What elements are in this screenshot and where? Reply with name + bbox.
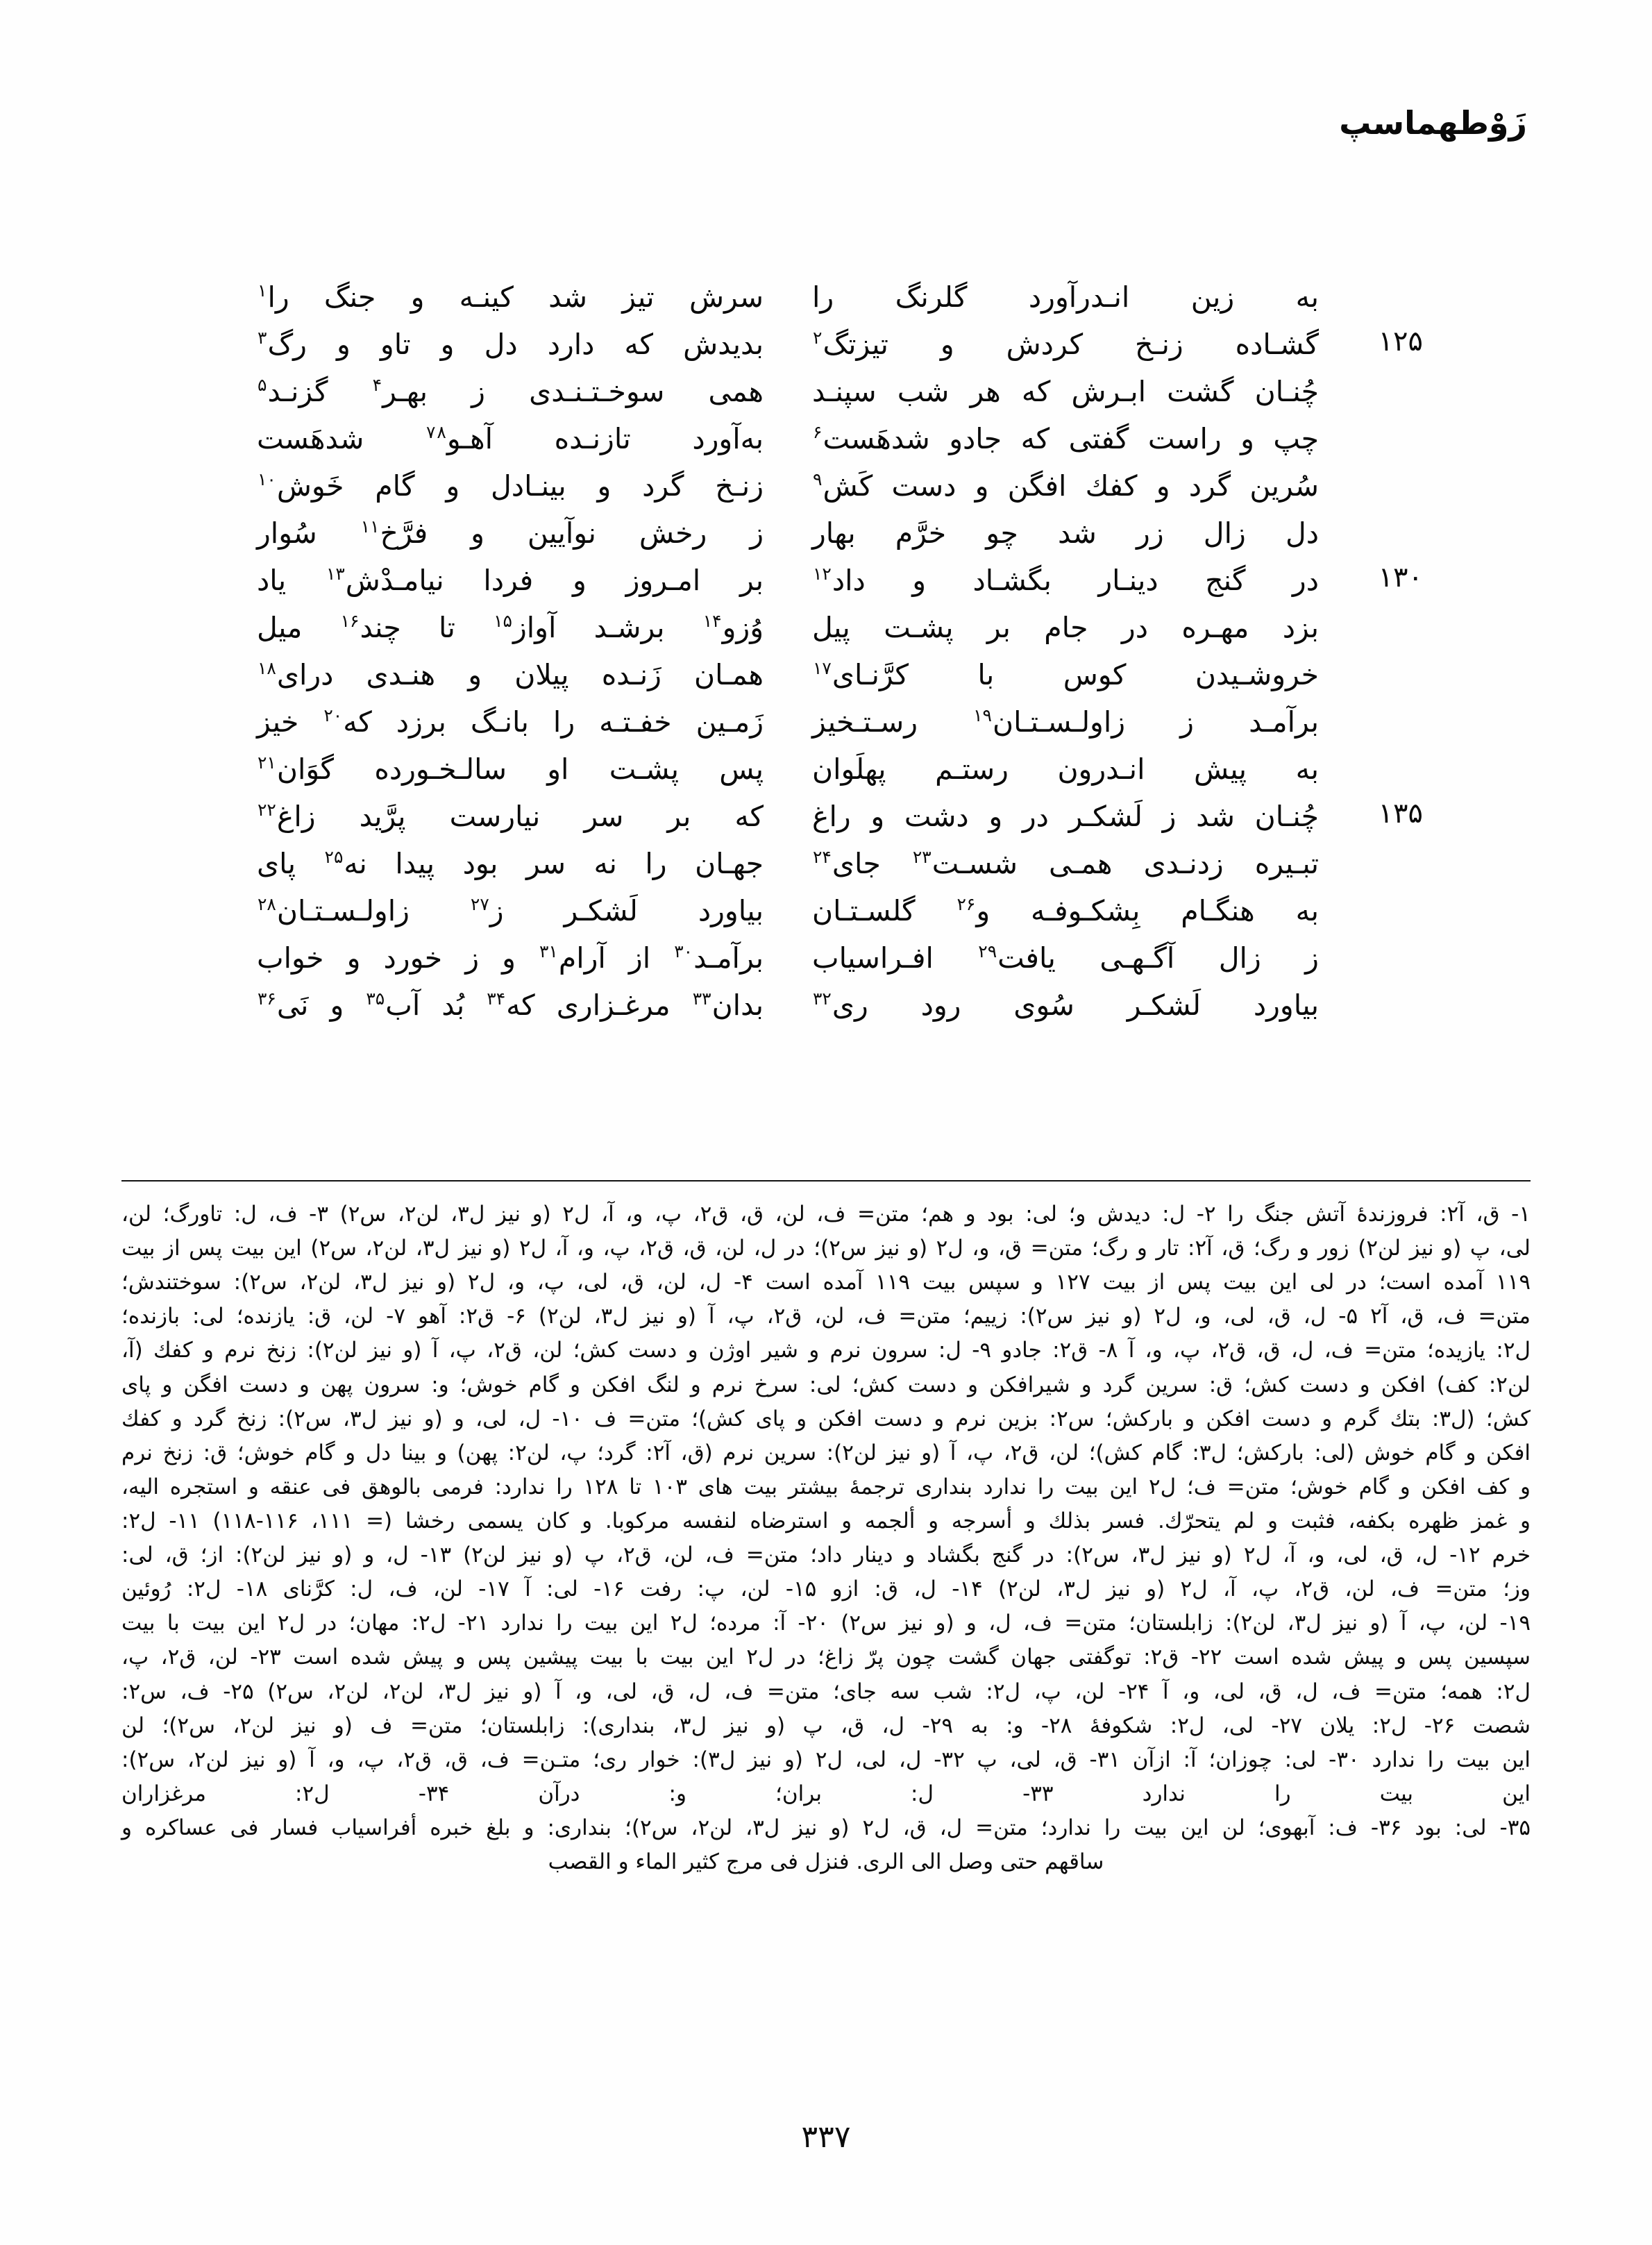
verse-line [229, 746, 1423, 793]
footnote-marker: ۴ [372, 375, 382, 396]
verse-number-empty [1319, 274, 1423, 278]
verse-number-empty [1319, 746, 1423, 750]
verse-block [229, 274, 1423, 1029]
hemistich-right: بزد مهـره در جام بر پشـت پیل [812, 611, 1319, 644]
verse-line [229, 557, 1423, 605]
footnote-marker: ۱۰ [258, 469, 276, 490]
hemistich-right: به زین انـدرآورد گلرنگ را [812, 280, 1319, 314]
running-head: زَوْطهماسپ [1339, 104, 1527, 142]
verse-number-empty [1319, 888, 1423, 892]
verse-number-empty [1319, 841, 1423, 845]
hemistich-left: همی سوخـتـنـدی ز بهـر$^۴$ گزنـد$^۵$ [258, 375, 764, 408]
apparatus-divider-rule [121, 1180, 1531, 1182]
verse-line [229, 793, 1423, 841]
verse-number-empty [1319, 605, 1423, 609]
footnote-marker: ۳۵ [366, 989, 385, 1009]
verse-line [229, 510, 1423, 557]
apparatus-line: لی، پ (و نیز لن۲) زور و رگ؛ ق، آ۲: تار و رگ؛ متن= ق، و، ل۲ (و نیز س۲)؛ در ل، لن، ق، ق۲، پ، و، آ، ل۲ (و نیز ل۳، لن۲، س۲) این بیت پس از بیت [121, 1236, 1531, 1261]
footnote-marker: ۱ [258, 280, 267, 301]
verse-number-empty [1319, 463, 1423, 467]
hemistich-left: زَمـین خفـتـه را بانـگ برزد که$^{۲۰}$ خیز [257, 705, 764, 739]
hemistich-left: به‌آورد تازنـده آهـو$^{۷۸}$ شدهَست [257, 422, 764, 455]
verse-number-empty [1319, 652, 1423, 656]
verse-line [229, 416, 1423, 463]
footnote-marker: ۲۸ [258, 894, 276, 915]
footnote-marker: ۲۳ [912, 847, 932, 868]
apparatus-line: این بیت را ندارد ۳۰- لی: چوزان؛ آ: ازآن ۳۱- ق، لی، پ ۳۲- ل، لی، ل۲ (و نیز ل۳): خوار ری؛ متـن= ف، ق، ق۲، پ، و، آ (و نیز لن۲، س۲): [121, 1747, 1531, 1772]
apparatus-line: این بیت را ندارد ۳۳- ل: بران؛ و: درآن ۳۴- ل۲: مرغزاران [121, 1781, 1531, 1806]
hemistich-right: برآمـد ز زاولـسـتـان$^{۱۹}$ رسـتـخیز [812, 705, 1319, 739]
footnote-marker: ۳۳ [692, 989, 711, 1009]
footnote-marker: ۳۴ [487, 989, 506, 1009]
critical-apparatus [121, 1198, 1531, 1880]
hemistich-left: وُزو$^{۱۴}$ برشـد آواز$^{۱۵}$ تا چند$^{۱۶}$ میل [257, 611, 764, 644]
hemistich-right: سُرین گرد و کفك افگن و دست كَش$^۹$ [813, 469, 1319, 503]
apparatus-line: متن= ف، ق، آ۲ ۵- ل، ق، لی، و، ل۲ (و نیز س۲): زییم؛ متن= ف، لن، ق۲، پ، آ (و نیز ل۳، لن۲) ۶- ق۲: آهو ۷- لن، ق: یازنده؛ لی: بازنده؛ [121, 1304, 1531, 1329]
hemistich-right: چُنـان گشت ابـرش که هر شب سپنـد [812, 375, 1319, 408]
hemistich-left: زنـخ گرد و بینـادل و گام خَوش$^{۱۰}$ [258, 469, 764, 503]
footnote-marker: ۲۹ [978, 941, 997, 962]
verse-line [229, 274, 1423, 321]
verse-number-empty [1319, 982, 1423, 986]
apparatus-line: و غمز ظهره بكفه، فثبت و لم یتحرّك. فسر بذلك و أسرجه و ألجمه و استرضاه لنفسه مرکوبا. و کان یسمی رخشا (= ۱۱۱، ۱۱۶-۱۱۸) ۱۱- ل۲: [121, 1508, 1531, 1533]
apparatus-line: شصت ۲۶- ل۲: یلان ۲۷- لی، ل۲: شکوفهٔ ۲۸- و: به ۲۹- ل، ق، پ (و نیز ل۳، بنداری): زابلستان؛ متن= ف (و نیز لن۲، س۲)؛ لن [121, 1713, 1531, 1738]
verse-number-empty [1319, 699, 1423, 703]
verse-line [229, 888, 1423, 935]
verse-line [229, 652, 1423, 699]
footnote-marker: ۲۷ [470, 894, 489, 915]
footnote-marker: ۸ [437, 422, 446, 443]
hemistich-right: چُنـان شد ز لَشکـر در و دشت و راغ [812, 800, 1319, 833]
footnote-marker: ۷ [425, 422, 436, 443]
hemistich-right: در گنج دینـار بگشـاد و داد$^{۱۲}$ [813, 564, 1319, 597]
hemistich-left: سرش تیز شد کینـه و جنگ را$^۱$ [258, 280, 764, 314]
hemistich-right: خروشـیدن کوس با کرَّنـای$^{۱۷}$ [813, 658, 1319, 691]
hemistich-left: بدیدش که دارد دل و تاو و رگ$^۳$ [258, 328, 764, 361]
hemistich-left: بدان$^{۳۳}$ مرغـزاری که$^{۳۴}$ بُد آب$^{۳۵}$ و نَی$^{۳۶}$ [258, 989, 764, 1022]
verse-line [229, 982, 1423, 1029]
footnote-marker: ۲۵ [324, 847, 344, 868]
apparatus-line: لن۲: کف) افکن و دست کش؛ ق: سرین گرد و شیرافکن و دست کش؛ لی: سرخ نرم و لنگ افکن و گام خوش؛ و: سرون پهن و دست افگن و پای [121, 1372, 1531, 1397]
footnote-marker: ۲۰ [323, 705, 343, 726]
footnote-marker: ۵ [258, 375, 267, 396]
verse-line [229, 605, 1423, 652]
verse-line [229, 463, 1423, 510]
verse-number: ۱۳۰ [1378, 562, 1423, 594]
footnote-marker: ۱۵ [494, 611, 512, 632]
verse-number: ۱۳۵ [1378, 798, 1423, 830]
verse-line [229, 935, 1423, 982]
footnote-marker: ۹ [813, 469, 823, 490]
footnote-marker: ۱۷ [813, 658, 832, 679]
apparatus-line: خرم ۱۲- ل، ق، لی، و، آ، ل۲ (و نیز ل۳، س۲): در گنج بگشاد و دینار داد؛ متن= ف، لن، ق۲، پ (و نیز لن۲) ۱۳- ل، و (و نیز لن۲): از؛ ق، لی: [121, 1542, 1531, 1568]
hemistich-right: گشـاده زنـخ کردش و تیزتگ$^۲$ [813, 328, 1319, 361]
apparatus-line: ۱۹- لن، پ، آ (و نیز ل۳، لن۲): زابلستان؛ متن= ف، ل، و (و نیز س۲) ۲۰- آ: مرده؛ ل۲ این بیت را ندارد ۲۱- ل۲: مهان؛ در ل۲ این بیت با بیت [121, 1611, 1531, 1636]
verse-number-empty [1319, 369, 1423, 373]
footnote-marker: ۱۶ [340, 611, 360, 632]
footnote-marker: ۱۲ [813, 564, 832, 585]
footnote-marker: ۱۴ [702, 611, 722, 632]
footnote-marker: ۳۱ [539, 941, 558, 962]
apparatus-line: ل۲: همه؛ متن= ف، ل، ق، لی، و، آ ۲۴- لن، پ، ل۲: شب سه جای؛ متن= ف، ل، ق، لی، و، آ (و نیز ل۳، لن۲، لن۲، س۲) ۲۵- ف، س۲: [121, 1679, 1531, 1704]
verse-number-empty [1319, 935, 1423, 939]
footnote-marker: ۱۸ [258, 658, 276, 679]
apparatus-line: ل۲: یازیده؛ متن= ف، ل، ق، ق۲، پ، و، آ ۸- ق۲: جادو ۹- ل: سرون نرم و شیر اوژن و دست کش؛ لن، ق۲، پ، آ (و نیز لن۲): زنخ نرم و کفك (آ، [121, 1338, 1531, 1363]
footnote-marker: ۲۱ [258, 752, 276, 773]
apparatus-line: ساقهم حتی وصل الی الری. فنزل فی مرج کثیر الماء و القصب [548, 1849, 1104, 1875]
apparatus-line: کش؛ (ل۳: بتك گرم و دست افکن و بارکش؛ س۲: بزین نرم و دست افکن و پای کش)؛ متن= ف ۱۰- ل، لی، و (و نیز ل۳، س۲): زنخ گرد و کفك [121, 1406, 1531, 1431]
verse-line [229, 321, 1423, 369]
hemistich-right: تبـیره زدنـدی همـی شسـت$^{۲۳}$ جای$^{۲۴}$ [813, 847, 1319, 880]
apparatus-line: و کف افکن و گام خوش؛ متن= ف؛ ل۲ این بیت را ندارد بنداری ترجمهٔ بیشتر بیت های ۱۰۳ تا ۱۲۸ را ندارد: فرمی بالوهق فی عنقه و استجره الیه، [121, 1474, 1531, 1499]
footnote-marker: ۱۱ [360, 516, 380, 537]
hemistich-left: بر امـروز و فردا نیامـدْش$^{۱۳}$ یاد [257, 564, 764, 597]
hemistich-left: جهـان را نه سر بود پیدا نه$^{۲۵}$ پای [257, 847, 764, 880]
hemistich-left: ز رخش نوآیین و فرَّخ$^{۱۱}$ سُوار [257, 516, 764, 550]
footnote-marker: ۲۲ [258, 800, 276, 821]
apparatus-line: سپسین پس و پیش شده است ۲۲- ق۲: توگفتی جهان گشت چون پرّ زاغ؛ در ل۲ این بیت با بیت پیشین پس و پیش شده است ۲۳- لن، ق۲، پ، [121, 1645, 1531, 1670]
footnote-marker: ۶ [813, 422, 823, 443]
apparatus-line: وز؛ متن= ف، لن، ق۲، پ، آ، ل۲ (و نیز ل۳، لن۲) ۱۴- ل، ق: ازو ۱۵- لن، پ: رفت ۱۶- لی: آ ۱۷- لن، ف، ل: کرَّنای ۱۸- ل۲: رُوئین [121, 1576, 1531, 1602]
footnote-marker: ۳۲ [813, 989, 832, 1009]
apparatus-line: ۱- ق، آ۲: فروزندهٔ آتش جنگ را ۲- ل: دیدش و؛ لی: بود و هم؛ متن= ف، لن، ق، ق۲، پ، و، آ، ل۲ (و نیز ل۳، لن۲، س۲) ۳- ف، ل: تاورگ؛ لن، [121, 1202, 1531, 1227]
footnote-marker: ۳۰ [674, 941, 693, 962]
verse-number: ۱۲۵ [1378, 326, 1423, 358]
hemistich-right: به پیش انـدرون رستـم پهلَوان [812, 752, 1319, 786]
footnote-marker: ۲ [813, 328, 823, 348]
verse-number-empty [1319, 510, 1423, 514]
verse-line [229, 699, 1423, 746]
apparatus-line: افکن و گام خوش (لی: بارکش؛ ل۳: گام کش)؛ لن، ق۲، پ، آ (و نیز لن۲): سرین نرم (ق، آ۲: گرد؛ پ، لن۲: پهن) و بینا دل و گام خوش؛ ق: زنخ نرم [121, 1440, 1531, 1465]
folio-number: ۳۳۷ [801, 2119, 851, 2155]
footnote-marker: ۲۴ [813, 847, 832, 868]
verse-line [229, 369, 1423, 416]
hemistich-right: چپ و راست گفتی که جادو شدهَست$^۶$ [813, 422, 1319, 455]
footnote-marker: ۱۳ [326, 564, 345, 585]
hemistich-left: بیاورد لَشکـر ز$^{۲۷}$ زاولـسـتـان$^{۲۸}$ [258, 894, 764, 927]
apparatus-line: ۱۱۹ آمده است؛ در لی این بیت پس از بیت ۱۲۷ و سپس بیت ۱۱۹ آمده است ۴- ل، لن، ق، لی، پ، و، ل۲ (و نیز ل۳، لن۲، س۲): سوختندش؛ [121, 1270, 1531, 1295]
hemistich-right: دل زال زر شد چو خرَّم بهار [812, 516, 1319, 550]
hemistich-left: همـان زَنـده پیلان و هنـدی درای$^{۱۸}$ [258, 658, 764, 691]
hemistich-left: که بر سر نیارست پرَّید زاغ$^{۲۲}$ [258, 800, 764, 833]
hemistich-left: برآمـد$^{۳۰}$ از آرام$^{۳۱}$ و ز خورد و خواب [257, 941, 764, 975]
footnote-marker: ۱۹ [973, 705, 992, 726]
footnote-marker: ۳۶ [258, 989, 276, 1009]
footnote-marker: ۲۶ [956, 894, 976, 915]
hemistich-right: به هنگـام بِشکـوفـه و$^{۲۶}$ گلسـتـان [812, 894, 1319, 927]
apparatus-line: ۳۵- لی: بود ۳۶- ف: آبهوی؛ لن این بیت را ندارد؛ متن= ل، ق، ل۲ (و نیز ل۳، لن۲، س۲)؛ بنداری: و بلغ خبره أفراسیاب فسار فی عساکره و [121, 1815, 1531, 1840]
verse-line [229, 841, 1423, 888]
verse-number-empty [1319, 416, 1423, 420]
hemistich-right: ز زال آگـهـی یافت$^{۲۹}$ افـراسیاب [812, 941, 1319, 975]
hemistich-right: بیاورد لَشکـر سُوی رود ری$^{۳۲}$ [813, 989, 1319, 1022]
hemistich-left: پس پشـت او سالـخـورده گوَان$^{۲۱}$ [258, 752, 764, 786]
footnote-marker: ۳ [258, 328, 267, 348]
